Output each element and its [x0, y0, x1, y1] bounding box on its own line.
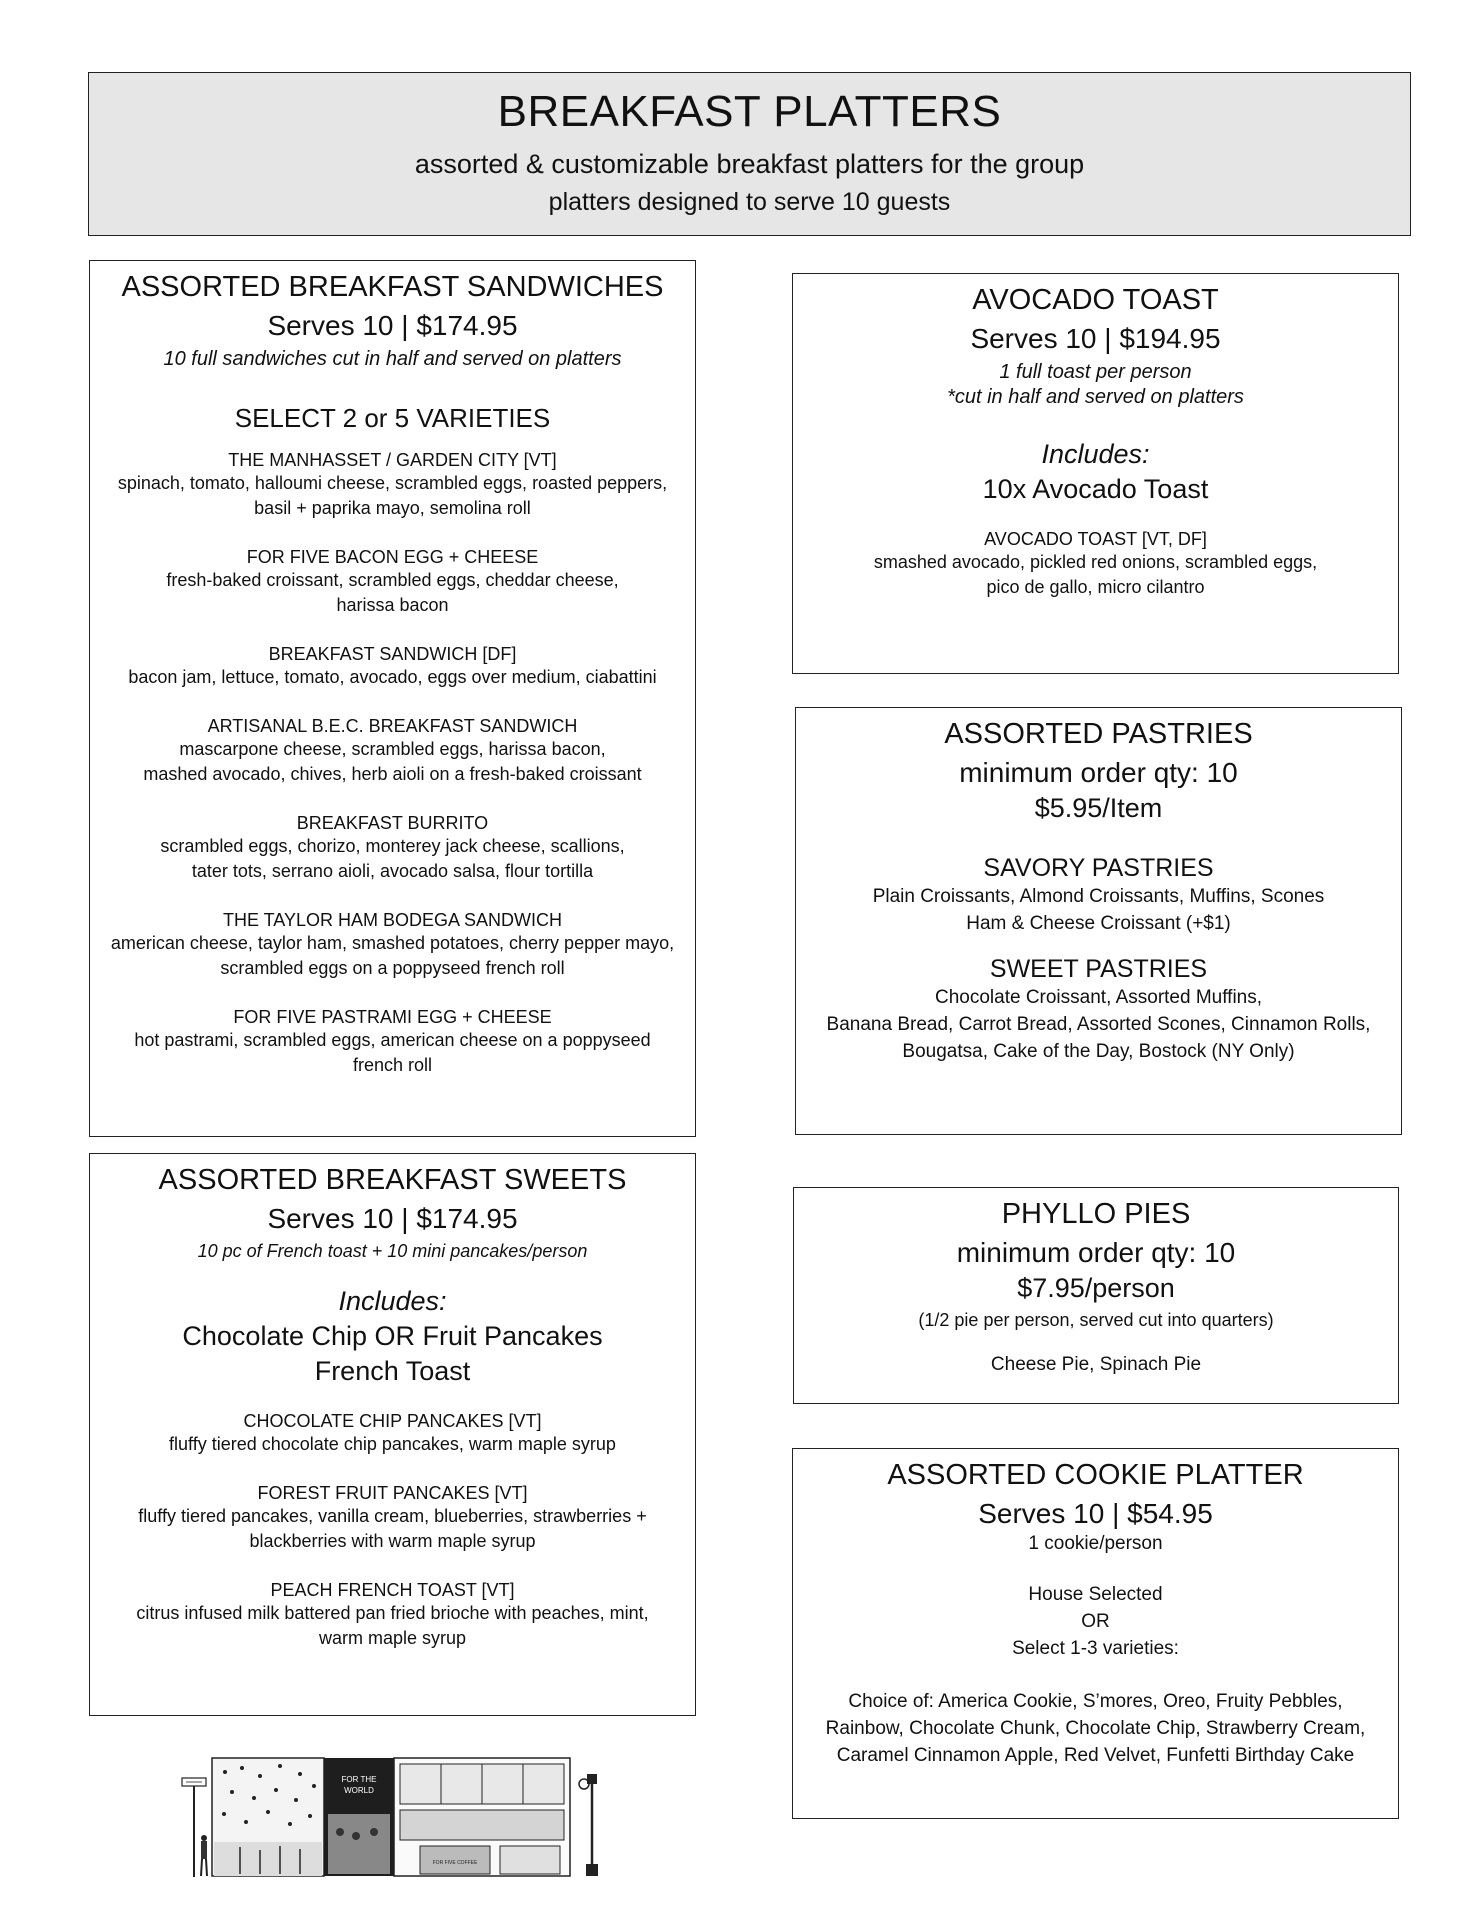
sign-text: WORLD — [344, 1786, 374, 1795]
page-subtitle-serving: platters designed to serve 10 guests — [548, 188, 951, 216]
item-name: AVOCADO TOAST [VT, DF] — [984, 529, 1207, 549]
item-name: THE MANHASSET / GARDEN CITY [VT] — [228, 450, 557, 470]
item-desc: mashed avocado, chives, herb aioli on a fresh-baked croissant — [143, 764, 642, 784]
includes-label: Includes: — [338, 1286, 447, 1316]
item-desc: citrus infused milk battered pan fried brioche with peaches, mint, — [136, 1603, 649, 1623]
section-note: (1/2 pie per person, served cut into quarters) — [918, 1310, 1274, 1330]
list-item — [90, 813, 695, 884]
list-item — [90, 1007, 695, 1078]
item-name: BREAKFAST BURRITO — [296, 813, 489, 833]
house-selected: House Selected — [1028, 1584, 1163, 1605]
item-name: CHOCOLATE CHIP PANCAKES [VT] — [243, 1411, 542, 1431]
cookie-choices: Caramel Cinnamon Apple, Red Velvet, Funfetti Birthday Cake — [836, 1745, 1355, 1766]
item-desc: american cheese, taylor ham, smashed potatoes, cherry pepper mayo, — [110, 933, 675, 953]
section-title: ASSORTED PASTRIES — [944, 718, 1253, 750]
sweet-items: Chocolate Croissant, Assorted Muffins, — [934, 987, 1263, 1008]
list-item — [90, 716, 695, 787]
section-title: ASSORTED COOKIE PLATTER — [887, 1459, 1304, 1491]
serves-price: Serves 10 | $174.95 — [267, 310, 518, 341]
list-item — [90, 547, 695, 618]
item-desc: blackberries with warm maple syrup — [249, 1531, 536, 1551]
serves-price: Serves 10 | $174.95 — [267, 1203, 518, 1234]
sweet-title: SWEET PASTRIES — [989, 955, 1208, 983]
price: $7.95/person — [1017, 1273, 1175, 1303]
avocado-section — [792, 273, 1399, 674]
section-note: 10 full sandwiches cut in half and served on platters — [163, 348, 622, 370]
select-varieties: SELECT 2 or 5 VARIETIES — [234, 403, 551, 433]
for-the-world-sign — [324, 1758, 394, 1876]
item-desc: mascarpone cheese, scrambled eggs, harissa bacon, — [179, 739, 606, 759]
list-item — [90, 910, 695, 981]
sign-text: FOR THE — [341, 1775, 377, 1784]
serves-price: Serves 10 | $194.95 — [970, 323, 1221, 354]
pastries-section — [795, 707, 1402, 1135]
list-item — [793, 529, 1398, 600]
item-name: FOREST FRUIT PANCAKES [VT] — [257, 1483, 528, 1503]
includes-value: Chocolate Chip OR Fruit Pancakes — [182, 1321, 603, 1351]
list-item — [90, 1580, 695, 1651]
storefront-illustration — [180, 1752, 600, 1880]
list-item — [90, 1411, 695, 1457]
wall-collage — [212, 1758, 324, 1876]
includes-value: 10x Avocado Toast — [982, 474, 1209, 504]
select-varieties: Select 1-3 varieties: — [1012, 1638, 1179, 1659]
serves-price: Serves 10 | $54.95 — [978, 1498, 1213, 1529]
item-desc: fresh-baked croissant, scrambled eggs, cheddar cheese, — [166, 570, 619, 590]
savory-items: Plain Croissants, Almond Croissants, Muffins, Scones — [872, 886, 1325, 907]
item-name: BREAKFAST SANDWICH [DF] — [268, 644, 517, 664]
section-title: AVOCADO TOAST — [972, 284, 1219, 316]
includes-label: Includes: — [1041, 439, 1150, 469]
minimum-order: minimum order qty: 10 — [959, 757, 1238, 788]
page-header — [88, 72, 1411, 236]
item-desc: fluffy tiered chocolate chip pancakes, warm maple syrup — [169, 1434, 616, 1454]
list-item — [90, 644, 695, 690]
includes-value: French Toast — [314, 1356, 471, 1386]
price: $5.95/Item — [1034, 793, 1163, 823]
item-desc: smashed avocado, pickled red onions, scrambled eggs, — [873, 552, 1318, 572]
savory-title: SAVORY PASTRIES — [983, 854, 1214, 882]
sandwiches-section — [89, 260, 696, 1137]
section-note: 1 cookie/person — [1028, 1533, 1163, 1554]
list-item — [90, 1483, 695, 1554]
savory-items: Ham & Cheese Croissant (+$1) — [966, 913, 1231, 934]
section-note: 10 pc of French toast + 10 mini pancakes/person — [197, 1241, 588, 1261]
section-title: ASSORTED BREAKFAST SANDWICHES — [121, 271, 664, 303]
item-desc: fluffy tiered pancakes, vanilla cream, blueberries, strawberries + — [138, 1506, 647, 1526]
item-desc: harissa bacon — [336, 595, 449, 615]
item-desc: basil + paprika mayo, semolina roll — [254, 498, 531, 518]
page-subtitle: assorted & customizable breakfast platters for the group — [414, 149, 1085, 179]
cookie-choices: Rainbow, Chocolate Chunk, Chocolate Chip, Strawberry Cream, — [825, 1718, 1366, 1739]
section-note: 1 full toast per person — [999, 361, 1192, 383]
item-name: FOR FIVE PASTRAMI EGG + CHEESE — [233, 1007, 552, 1027]
section-title: ASSORTED BREAKFAST SWEETS — [158, 1164, 627, 1196]
or-label: OR — [1081, 1611, 1110, 1632]
item-desc: pico de gallo, micro cilantro — [986, 577, 1205, 597]
cookie-choices: Choice of: America Cookie, S’mores, Oreo, Fruity Pebbles, — [848, 1691, 1343, 1712]
shop-interior — [394, 1758, 570, 1876]
item-desc: tater tots, serrano aioli, avocado salsa, flour tortilla — [191, 861, 594, 881]
sweet-items: Banana Bread, Carrot Bread, Assorted Scones, Cinnamon Rolls, — [826, 1014, 1371, 1035]
item-desc: scrambled eggs, chorizo, monterey jack cheese, scallions, — [160, 836, 625, 856]
item-name: ARTISANAL B.E.C. BREAKFAST SANDWICH — [207, 716, 578, 736]
item-name: FOR FIVE BACON EGG + CHEESE — [246, 547, 539, 567]
item-name: PEACH FRENCH TOAST [VT] — [270, 1580, 515, 1600]
shop-label: FOR FIVE COFFEE — [432, 1860, 478, 1866]
item-desc: warm maple syrup — [318, 1628, 467, 1648]
item-desc: bacon jam, lettuce, tomato, avocado, eggs over medium, ciabattini — [128, 667, 657, 687]
page-title: BREAKFAST PLATTERS — [497, 87, 1002, 136]
section-title: PHYLLO PIES — [1001, 1198, 1191, 1230]
sweets-section — [89, 1153, 696, 1716]
item-desc: scrambled eggs on a poppyseed french roll — [220, 958, 565, 978]
item-desc: hot pastrami, scrambled eggs, american cheese on a poppyseed — [134, 1030, 651, 1050]
lamp-post-icon — [579, 1774, 598, 1876]
minimum-order: minimum order qty: 10 — [956, 1237, 1236, 1268]
sweet-items: Bougatsa, Cake of the Day, Bostock (NY Only) — [902, 1041, 1295, 1062]
phyllo-items: Cheese Pie, Spinach Pie — [990, 1354, 1202, 1375]
section-note: *cut in half and served on platters — [947, 386, 1244, 408]
item-desc: spinach, tomato, halloumi cheese, scrambled eggs, roasted peppers, — [117, 473, 668, 493]
item-desc: french roll — [352, 1055, 433, 1075]
phyllo-section — [793, 1187, 1399, 1404]
item-name: THE TAYLOR HAM BODEGA SANDWICH — [222, 910, 563, 930]
list-item — [90, 450, 695, 521]
cookies-section — [792, 1448, 1399, 1819]
person-icon — [201, 1835, 207, 1876]
